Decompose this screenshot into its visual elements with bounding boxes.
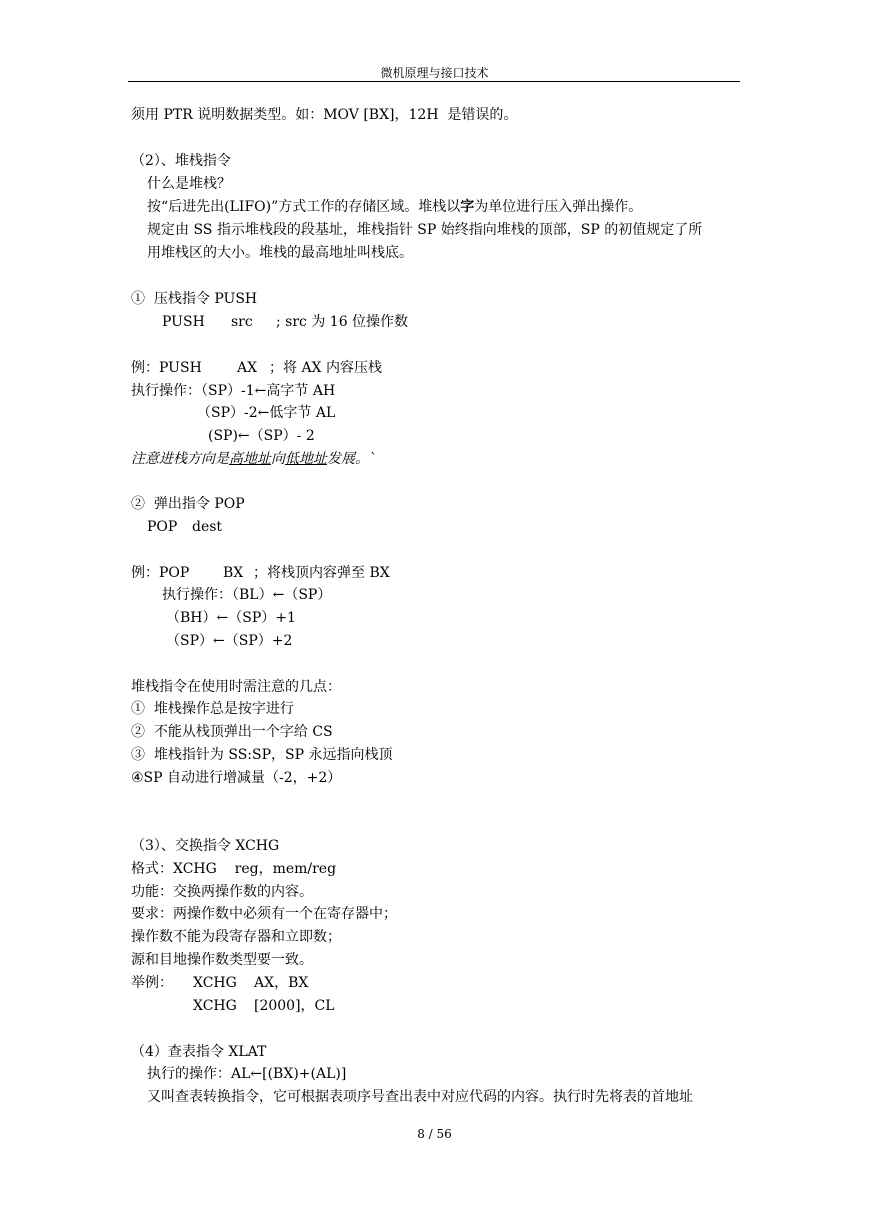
pop-example: [131, 564, 390, 582]
stack-note-item: ④SP 自动进行增减量（-2，+2）: [131, 770, 342, 786]
push-example-label: 例：PUSH: [131, 360, 202, 376]
push-example-arg: AX: [237, 360, 258, 376]
intro-text: 须用 PTR 说明数据类型。如：MOV [BX]，12H 是错误的。: [131, 107, 518, 123]
pop-syntax-arg: dest: [192, 519, 223, 535]
stack-note-item: ② 不能从栈顶弹出一个字给 CS: [131, 724, 333, 740]
stack-note-item: ① 堆栈操作总是按字进行: [131, 701, 294, 717]
xchg-example-1-op: XCHG: [193, 975, 237, 991]
xchg-function: 功能：交换两操作数的内容。: [131, 884, 313, 900]
push-exec-1: 执行操作：（SP）-1←高字节 AH: [131, 383, 336, 399]
pop-exec-2: （BH）←（SP）+1: [166, 610, 296, 626]
header-divider: [128, 81, 740, 82]
push-exec-2: （SP）-2←低字节 AL: [197, 405, 336, 421]
stack-notes-heading: 堆栈指令在使用时需注意的几点：: [131, 679, 341, 695]
pop-example-label: 例：POP: [131, 565, 190, 581]
xchg-example-2-op: XCHG: [193, 998, 237, 1014]
push-note-c: 发展。`: [327, 451, 376, 467]
xlat-exec: 执行的操作：AL←[(BX)+(AL)]: [147, 1066, 347, 1082]
pop-title: ② 弹出指令 POP: [131, 496, 245, 512]
pop-exec-3: （SP）←（SP）+2: [166, 633, 293, 649]
pop-example-arg: BX: [223, 565, 244, 581]
stack-definition: [147, 198, 642, 216]
stack-rule-line2: 用堆栈区的大小。堆栈的最高地址叫栈底。: [147, 245, 413, 261]
xchg-requirement-3: 源和目地操作数类型要一致。: [131, 952, 313, 968]
push-note-a: 注意进栈方向是: [131, 451, 229, 467]
push-example-note: ；将 AX 内容压栈: [269, 360, 382, 376]
xlat-description: 又叫查表转换指令，它可根据表项序号查出表中对应代码的内容。执行时先将表的首地址: [147, 1089, 693, 1105]
pop-example-note: ；将栈顶内容弹至 BX: [253, 565, 390, 581]
push-note-high-address: 高地址: [229, 451, 271, 467]
push-example: [131, 359, 382, 377]
push-note-low-address: 低地址: [285, 451, 327, 467]
push-syntax-arg: src: [231, 314, 253, 330]
xchg-example-2: [193, 997, 335, 1015]
xchg-format: 格式：XCHG reg，mem/reg: [131, 861, 337, 877]
push-exec-3: (SP)←（SP）- 2: [208, 428, 315, 444]
stack-rule-line1: 规定由 SS 指示堆栈段的段基址，堆栈指针 SP 始终指向堆栈的顶部，SP 的初值规定了所: [147, 222, 703, 238]
xlat-heading: （4）查表指令 XLAT: [131, 1044, 267, 1060]
push-note-b: 向: [271, 451, 285, 467]
xchg-example-1-arg: AX，BX: [254, 975, 309, 991]
push-title: ① 压栈指令 PUSH: [131, 291, 258, 307]
stack-heading: （2）、堆栈指令: [131, 153, 231, 169]
stack-definition-a: 按“后进先出(LIFO)”方式工作的存储区域。堆栈以: [147, 199, 461, 215]
xchg-example-1: [131, 974, 308, 992]
page-number: 8 / 56: [417, 1127, 452, 1141]
xchg-heading: （3）、交换指令 XCHG: [131, 838, 280, 854]
xchg-example-label: 举例：: [131, 975, 173, 991]
push-syntax: [162, 313, 408, 331]
xchg-example-2-arg: [2000]，CL: [254, 998, 335, 1014]
pop-exec-1: 执行操作：（BL）←（SP）: [162, 587, 332, 603]
push-direction-note: [131, 450, 376, 468]
stack-definition-b: 为单位进行压入弹出操作。: [474, 199, 643, 215]
xchg-requirement-2: 操作数不能为段寄存器和立即数；: [131, 929, 341, 945]
stack-question: 什么是堆栈？: [147, 176, 231, 192]
stack-definition-bold: 字: [460, 199, 475, 215]
pop-syntax: [147, 518, 222, 536]
pop-syntax-op: POP: [147, 519, 178, 535]
xchg-requirement-1: 要求：两操作数中必须有一个在寄存器中；: [131, 906, 397, 922]
push-syntax-op: PUSH: [162, 314, 205, 330]
stack-note-item: ③ 堆栈指针为 SS:SP，SP 永远指向栈顶: [131, 747, 393, 763]
push-syntax-note: ; src 为 16 位操作数: [276, 314, 409, 330]
running-header: 微机原理与接口技术: [380, 66, 489, 80]
